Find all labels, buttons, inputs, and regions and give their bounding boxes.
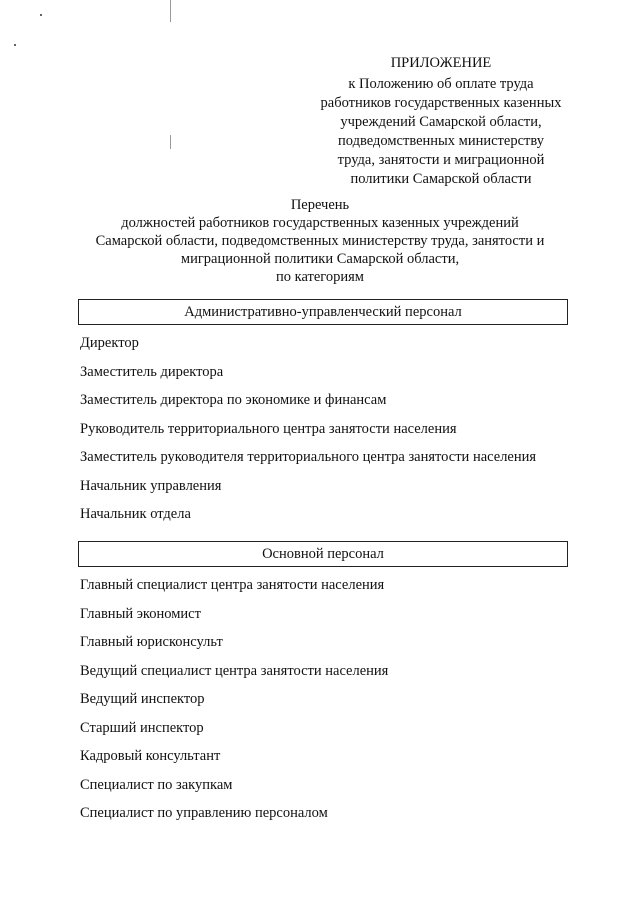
list-title-line: Самарской области, подведомственных министерству труда, занятости и [95, 233, 545, 249]
position-item: Главный экономист [80, 605, 201, 622]
list-title-line: Перечень [290, 197, 350, 213]
position-item: Ведущий инспектор [80, 691, 205, 707]
position-item: Специалист по управлению персоналом [80, 805, 328, 821]
position-item: Заместитель директора [80, 363, 224, 380]
position-item: Кадровый консультант [80, 748, 221, 764]
category-header-main: Основной персонал [78, 541, 568, 567]
appendix-title: ПРИЛОЖЕНИЕ [390, 55, 492, 71]
appendix-line: труда, занятости и миграционной [337, 152, 545, 168]
position-item: Главный юрисконсульт [80, 634, 223, 650]
list-title-line: миграционной политики Самарской области, [180, 251, 460, 267]
position-item: Начальник отдела [80, 506, 191, 522]
appendix-line: к Положению об оплате труда [348, 76, 534, 92]
position-item: Заместитель директора по экономике и финансам [80, 392, 387, 408]
appendix-line: учреждений Самарской области, [340, 114, 542, 130]
category-header-admin: Административно-управленческий персонал [78, 299, 568, 325]
appendix-line: подведомственных министерству [338, 133, 544, 149]
scan-artifact-dot [14, 44, 16, 46]
scan-artifact-line [170, 0, 171, 22]
position-item: Директор [80, 335, 139, 351]
appendix-line: работников государственных казенных [320, 95, 562, 111]
position-item: Старший инспектор [80, 719, 204, 736]
position-item: Заместитель руководителя территориального центра занятости населения [80, 449, 537, 465]
position-list-main [80, 576, 600, 833]
position-item: Начальник управления [80, 477, 222, 494]
list-title [60, 196, 580, 286]
scan-artifact-line [170, 135, 171, 149]
position-item: Главный специалист центра занятости населения [80, 577, 385, 593]
position-item: Ведущий специалист центра занятости населения [80, 662, 389, 679]
list-title-line: должностей работников государственных казенных учреждений [121, 215, 519, 231]
scan-artifact-dot [40, 14, 42, 16]
appendix-line: политики Самарской области [350, 171, 532, 187]
position-item: Специалист по закупкам [80, 776, 233, 793]
position-list-admin [80, 334, 600, 534]
position-item: Руководитель территориального центра занятости населения [80, 420, 457, 437]
appendix-heading [300, 54, 582, 189]
list-title-line: по категориям [276, 269, 364, 285]
